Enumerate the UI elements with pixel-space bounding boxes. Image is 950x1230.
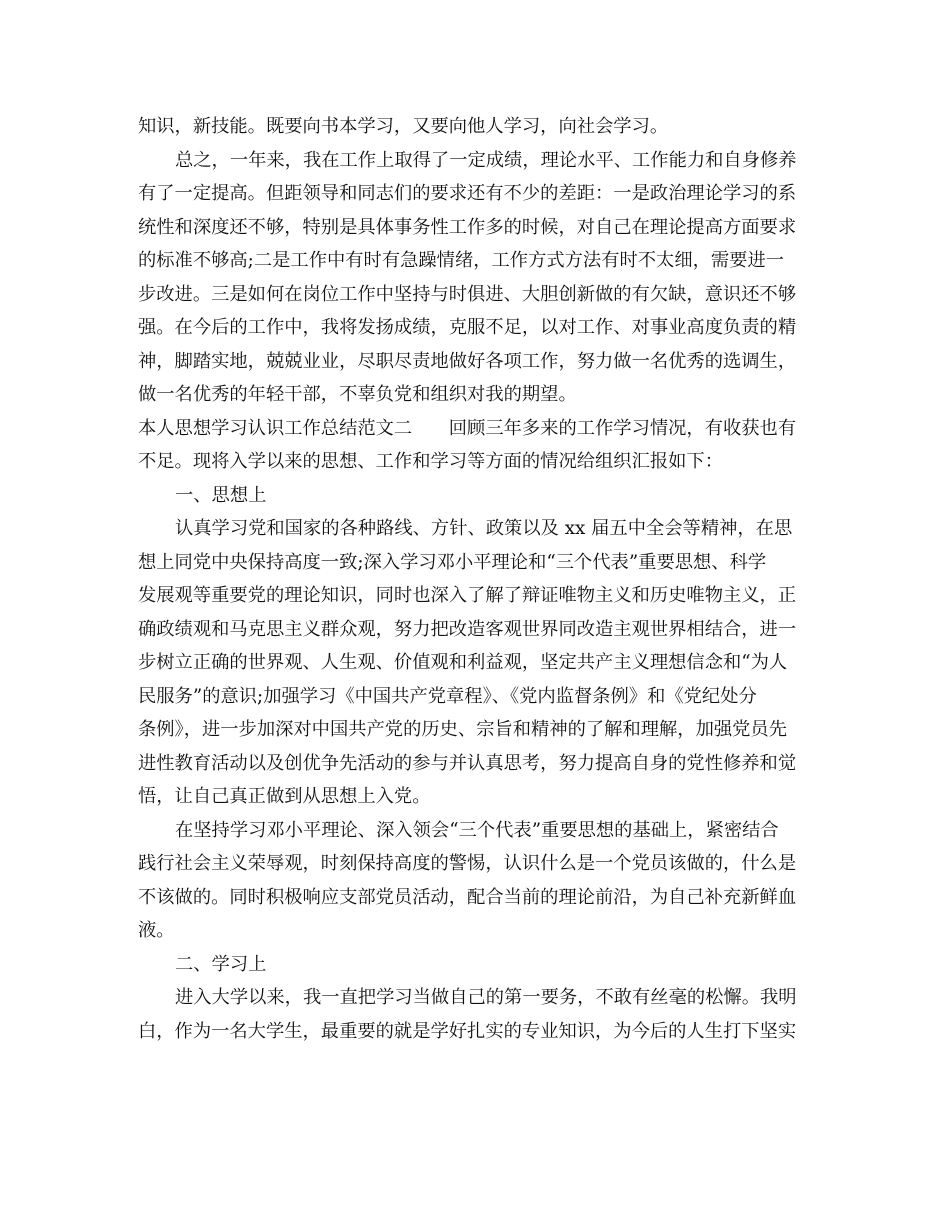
text-line: 知识，新技能。既要向书本学习，又要向他人学习，向社会学习。 (138, 116, 669, 137)
text-line: 确政绩观和马克思主义群众观，努力把改造客观世界同改造主观世界相结合，进一 (138, 618, 797, 640)
text-line: 不该做的。同时积极响应支部党员活动，配合当前的理论前沿，为自己补充新鲜血 (138, 886, 797, 908)
document-page (138, 110, 814, 1048)
text-line: 统性和深度还不够，特别是具体事务性工作多的时候，对自己在理论提高方面要求 (138, 216, 797, 238)
section-heading: 一、思想上 (175, 484, 267, 506)
text-line: 悟，让自己真正做到从思想上入党。 (138, 786, 431, 807)
section-title-line: 本人思想学习认识工作总结范文二 回顾三年多来的工作学习情况，有收获也有 (138, 417, 797, 439)
text-line: 发展观等重要党的理论知识，同时也深入了解了辩证唯物主义和历史唯物主义，正 (138, 585, 797, 606)
text-line: 做一名优秀的年轻干部，不辜负党和组织对我的期望。 (138, 384, 577, 405)
text-line: 民服务”的意识;加强学习《中国共产党章程》、《党内监督条例》和《党纪处分 (138, 685, 757, 707)
text-line: 神，脚踏实地，兢兢业业，尽职尽责地做好各项工作，努力做一名优秀的选调生， (138, 350, 797, 372)
paragraph-start-line: 在坚持学习邓小平理论、深入领会“三个代表”重要思想的基础上，紧密结合 (175, 819, 779, 841)
paragraph-start-line: 认真学习党和国家的各种路线、方针、政策以及 xx 届五中全会等精神，在思 (175, 518, 793, 539)
text-line: 白，作为一名大学生，最重要的就是学好扎实的专业知识，为今后的人生打下坚实 (138, 1020, 797, 1042)
text-line: 进性教育活动以及创优争先活动的参与并认真思考，努力提高自身的党性修养和觉 (138, 752, 797, 774)
text-line: 不足。现将入学以来的思想、工作和学习等方面的情况给组织汇报如下： (138, 451, 723, 472)
text-line: 想上同党中央保持高度一致;深入学习邓小平理论和“三个代表”重要思想、科学 (138, 551, 767, 573)
text-line: 液。 (138, 920, 175, 941)
text-line: 的标准不够高;二是工作中有时有急躁情绪，工作方式方法有时不太细，需要进一 (138, 250, 785, 271)
text-line: 步改进。三是如何在岗位工作中坚持与时俱进、大胆创新做的有欠缺，意识还不够 (138, 283, 797, 305)
text-line: 践行社会主义荣辱观，时刻保持高度的警惕，认识什么是一个党员该做的，什么是 (138, 853, 797, 874)
paragraph-start-line: 进入大学以来，我一直把学习当做自己的第一要务，不敢有丝毫的松懈。我明 (175, 987, 797, 1008)
text-line: 步树立正确的世界观、人生观、价值观和利益观，坚定共产主义理想信念和“为人 (138, 652, 788, 673)
text-line: 条例》，进一步加深对中国共产党的历史、宗旨和精神的了解和理解，加强党员先 (138, 719, 787, 740)
section-heading: 二、学习上 (175, 953, 267, 975)
paragraph-start-line: 总之，一年来，我在工作上取得了一定成绩，理论水平、工作能力和自身修养 (175, 149, 797, 171)
text-line: 强。在今后的工作中，我将发扬成绩，克服不足，以对工作、对事业高度负责的精 (138, 317, 797, 338)
text-line: 有了一定提高。但距领导和同志们的要求还有不少的差距：一是政治理论学习的系 (138, 183, 797, 204)
